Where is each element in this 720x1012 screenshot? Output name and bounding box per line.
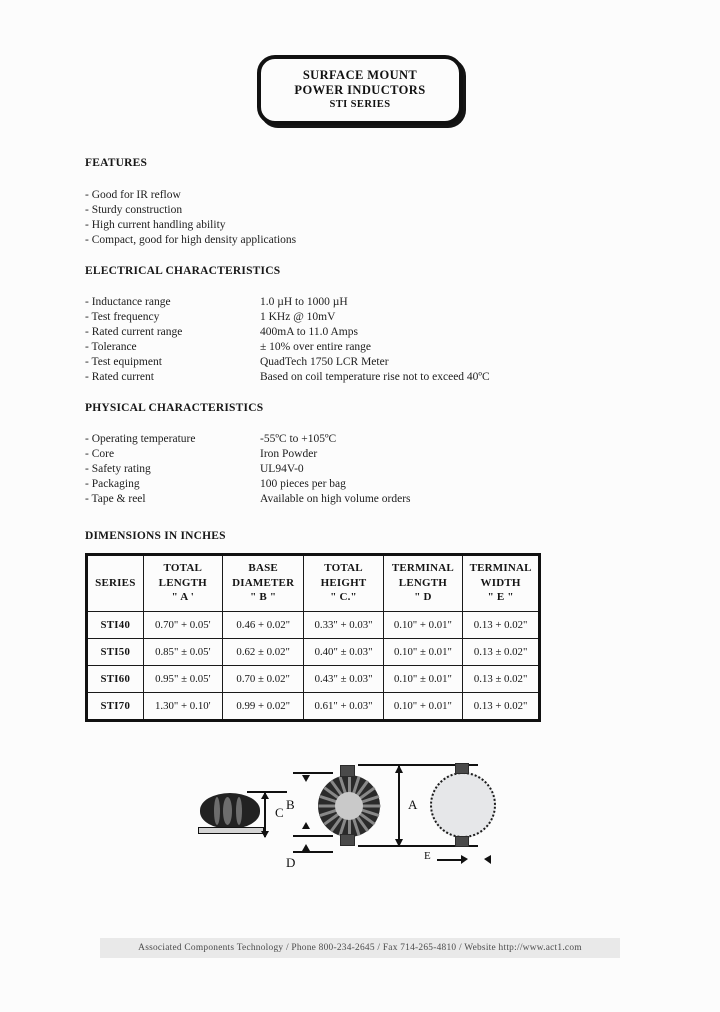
spec-label: - Core: [85, 448, 115, 461]
coil-winding-highlight: [214, 797, 220, 825]
dimensions-table: [85, 553, 541, 722]
spec-label: - Operating temperature: [85, 433, 196, 445]
column-header-total-length: [143, 555, 222, 612]
list-item: [85, 340, 490, 355]
inductor-side-view-figure: [198, 793, 264, 837]
title-badge: [257, 55, 463, 125]
cell-total-height: 0.61" + 0.03": [304, 692, 383, 720]
cell-terminal-length: 0.10" ± 0.01": [383, 638, 463, 665]
dimension-e-arrowheads: [460, 853, 498, 867]
header-line-3: " A ': [171, 591, 194, 604]
footer-text: Associated Components Technology / Phone 800-234-2645 / Fax 714-265-4810 / Website http://www.act1.com: [138, 943, 582, 953]
header-line-1: TERMINAL: [469, 562, 532, 574]
header-line-1: BASE: [248, 562, 278, 574]
header-line-2: DIAMETER: [232, 576, 295, 589]
inductor-top-view-figure: [318, 775, 380, 837]
table-header-row: [87, 555, 540, 612]
title-line-1: SURFACE MOUNT: [302, 68, 418, 82]
physical-list: [85, 432, 411, 507]
header-line-2: HEIGHT: [320, 576, 367, 589]
header-line-3: " B ": [250, 591, 277, 604]
spec-label: - Inductance range: [85, 296, 171, 308]
header-line-2: LENGTH: [158, 576, 207, 589]
dimension-label-c: C: [275, 805, 284, 820]
dimension-label-e: E: [424, 850, 431, 862]
dimension-d-arrowhead: [300, 840, 312, 854]
cell-total-height: 0.33" + 0.03": [304, 611, 383, 638]
header-line-2: WIDTH: [480, 576, 521, 589]
cell-terminal-width: 0.13 + 0.02": [463, 692, 540, 720]
cell-base-diameter: 0.46 + 0.02": [222, 611, 304, 638]
spec-value: Iron Powder: [260, 448, 318, 461]
column-header-total-height: [304, 555, 383, 612]
spec-value: Based on coil temperature rise not to exceed 40ºC: [260, 371, 490, 384]
cell-total-height: 0.40" ± 0.03": [304, 638, 383, 665]
spec-label: - Packaging: [85, 478, 140, 491]
title-line-2: POWER INDUCTORS: [294, 83, 426, 98]
spec-value: -55ºC to +105ºC: [260, 433, 337, 445]
title-badge-wrap: [0, 55, 720, 125]
table-row: [87, 611, 540, 638]
header-line-2: LENGTH: [398, 576, 448, 589]
dimension-d-tick: [293, 851, 333, 853]
column-header-terminal-width: [463, 555, 540, 612]
spec-value: 1.0 µH to 1000 µH: [260, 296, 348, 308]
spec-label: - Rated current range: [85, 326, 183, 339]
outline-disc: [430, 772, 496, 838]
list-item: [85, 295, 490, 310]
spec-label: - Tolerance: [85, 341, 137, 354]
header-line-1: TOTAL: [324, 562, 363, 574]
dimension-b-arrowheads: [300, 772, 312, 840]
spec-label: - Safety rating: [85, 463, 151, 476]
cell-series: STI60: [87, 665, 144, 692]
spec-value: ± 10% over entire range: [260, 341, 372, 354]
electrical-heading: ELECTRICAL CHARACTERISTICS: [85, 265, 281, 277]
spec-label: - Test frequency: [85, 311, 160, 324]
features-list: [85, 188, 296, 248]
cell-series: STI50: [87, 638, 144, 665]
list-item: - Compact, good for high density applications: [85, 234, 297, 247]
spec-value: 1 KHz @ 10mV: [260, 311, 336, 324]
cell-series: STI70: [87, 692, 144, 720]
cell-terminal-width: 0.13 + 0.02": [463, 611, 540, 638]
cell-total-length: 0.70" + 0.05': [143, 611, 222, 638]
coil-base-plate: [198, 827, 264, 834]
table-row: [87, 638, 540, 665]
page-footer: [100, 938, 620, 958]
dimension-a-arrowheads: [393, 763, 405, 849]
list-item: [85, 325, 490, 340]
header-line-3: " D: [414, 591, 432, 604]
dimension-b-lower-tick: [293, 835, 333, 837]
column-header-terminal-length: [383, 555, 463, 612]
spec-value: 100 pieces per bag: [260, 478, 346, 491]
header-line-1: TERMINAL: [391, 562, 454, 574]
list-item: - Good for IR reflow: [85, 189, 181, 201]
table-row: [87, 665, 540, 692]
list-item: [85, 477, 411, 492]
coil-winding-highlight: [223, 797, 232, 825]
coil-winding-highlight: [236, 797, 242, 825]
list-item: [85, 355, 490, 370]
spec-value: UL94V-0: [260, 463, 304, 476]
dimension-b-upper-tick: [293, 772, 333, 774]
list-item: - High current handling ability: [85, 219, 226, 232]
toroid-inner-hole: [335, 792, 363, 820]
electrical-list: [85, 295, 490, 386]
header-line-3: " E ": [487, 591, 514, 604]
header-line-3: " C.": [330, 591, 357, 604]
list-item: [85, 462, 411, 477]
terminal-pad-bottom: [340, 834, 355, 846]
cell-total-height: 0.43" ± 0.03": [304, 665, 383, 692]
list-item: [85, 492, 411, 507]
cell-total-length: 0.85" ± 0.05': [143, 638, 222, 665]
spec-value: Available on high volume orders: [260, 493, 411, 506]
dimension-label-d: D: [286, 855, 296, 870]
dimension-c-arrowheads: [259, 790, 271, 840]
cell-terminal-width: 0.13 ± 0.02": [463, 638, 540, 665]
header-line-1: TOTAL: [163, 562, 203, 574]
header-line-2: SERIES: [95, 576, 136, 589]
cell-total-length: 1.30" + 0.10': [143, 692, 222, 720]
list-item: [85, 310, 490, 325]
spec-label: - Test equipment: [85, 356, 162, 369]
physical-heading: PHYSICAL CHARACTERISTICS: [85, 402, 264, 414]
spec-value: 400mA to 11.0 Amps: [260, 326, 358, 339]
column-header-series: [87, 555, 144, 612]
terminal-pad-outline-bottom: [455, 836, 469, 847]
dimensions-heading: DIMENSIONS IN INCHES: [85, 530, 226, 542]
table-row: [87, 692, 540, 720]
cell-series: STI40: [87, 611, 144, 638]
cell-terminal-length: 0.10" ± 0.01": [383, 665, 463, 692]
column-header-base-diameter: [222, 555, 304, 612]
spec-value: QuadTech 1750 LCR Meter: [260, 356, 389, 369]
cell-terminal-length: 0.10" + 0.01": [383, 692, 463, 720]
dimension-label-b: B: [286, 797, 295, 812]
terminal-pad-top: [340, 765, 355, 777]
title-line-3: STI SERIES: [329, 98, 391, 110]
cell-total-length: 0.95" ± 0.05': [143, 665, 222, 692]
cell-terminal-width: 0.13 ± 0.02": [463, 665, 540, 692]
list-item: [85, 370, 490, 385]
dimension-label-a: A: [408, 797, 418, 812]
spec-label: - Tape & reel: [85, 493, 146, 506]
list-item: [85, 447, 411, 462]
cell-terminal-length: 0.10" + 0.01": [383, 611, 463, 638]
list-item: - Sturdy construction: [85, 204, 183, 217]
inductor-outline-view-figure: [430, 772, 496, 838]
cell-base-diameter: 0.62 ± 0.02": [222, 638, 304, 665]
spec-label: - Rated current: [85, 371, 154, 384]
cell-base-diameter: 0.70 ± 0.02": [222, 665, 304, 692]
features-heading: FEATURES: [85, 157, 148, 169]
terminal-pad-outline-top: [455, 763, 469, 774]
list-item: [85, 432, 411, 447]
cell-base-diameter: 0.99 + 0.02": [222, 692, 304, 720]
